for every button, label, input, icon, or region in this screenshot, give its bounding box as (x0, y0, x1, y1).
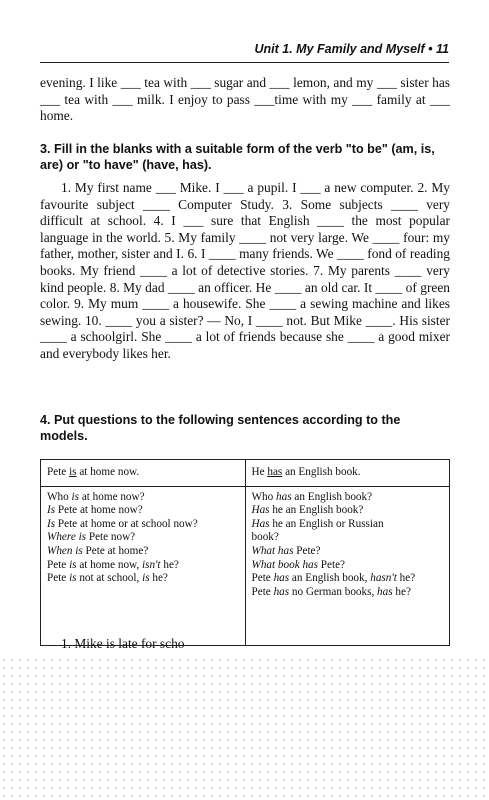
dotted-cutoff-overlay (0, 656, 489, 800)
model-header-right (245, 460, 450, 487)
question-row: Is Pete at home now? (47, 504, 143, 517)
continuation-paragraph: evening. I like ___ tea with ___ sugar and ___ lemon, and my ___ sister has ___ tea with ___ milk. I enjoy to pass ___time with my ___ family at ___ home. (40, 75, 450, 124)
exercise-3-heading: 3. Fill in the blanks with a suitable form of the verb "to be" (am, is, are) or "to have" (have, has). (40, 142, 435, 172)
model-text: at home now. (76, 466, 140, 478)
question-row: Pete is not at school, is he? (47, 572, 168, 585)
header-rule (40, 62, 449, 63)
question-row: Who is at home now? (47, 490, 145, 503)
question-row: Pete is at home now, isn't he? (47, 558, 179, 571)
question-row: Is Pete at home or at school now? (47, 517, 198, 530)
question-row: Who has an English book? (251, 490, 373, 503)
model-verb-underlined: is (69, 466, 77, 478)
question-row: Has he an English or Russian (251, 517, 384, 530)
question-row: Has he an English book? (251, 504, 364, 517)
exercise-4-heading: 4. Put questions to the following sentences according to the models. (40, 413, 401, 443)
running-header: Unit 1. My Family and Myself • 11 (254, 42, 449, 56)
model-text: Pete (47, 466, 70, 478)
model-verb-underlined: has (267, 466, 283, 478)
exercise-3-text: 1. My first name ___ Mike. I ___ a pupil. I ___ a new computer. 2. My favourite subject ____ Computer Study. 3. Some subjects ____ very difficult at school. 4. I ___ sure that English ____ the most popular language in the world. 5. My family ____ not very large. We ____ four: my father, mother, sister and I. 6. I ____ many friends. We ____ fond of reading books. My friend ____ a lot of detective stories. 7. My parents ____ very kind people. 8. My dad ____ an officer. He ____ an old car. It ____ of green color. 9. My mum ____ a housewife. She ____ a sewing machine and likes sewing. 10. ____ you a sister? — No, I ____ not. But Mike ____. His sister ____ a schoolgirl. She ____ a lot of friends because she ____ a good mixer and everybody likes her. (40, 180, 450, 361)
question-row: When is Pete at home? (47, 544, 149, 557)
models-table (40, 459, 450, 646)
model-header-left (41, 460, 246, 487)
question-row: What book has Pete? (251, 558, 346, 571)
question-row: Pete has an English book, hasn't he? (251, 572, 416, 585)
model-text: He (251, 466, 268, 478)
right-questions-cell (245, 486, 450, 645)
question-row: Where is Pete now? (47, 531, 136, 544)
model-text: an English book. (282, 466, 361, 478)
left-questions-cell (41, 486, 246, 645)
question-row: What has Pete? (251, 544, 321, 557)
question-row: book? (251, 531, 279, 544)
exercise-4-task-1: 1. Mike is late for scho (61, 636, 185, 651)
question-row: Pete has no German books, has he? (251, 585, 411, 598)
